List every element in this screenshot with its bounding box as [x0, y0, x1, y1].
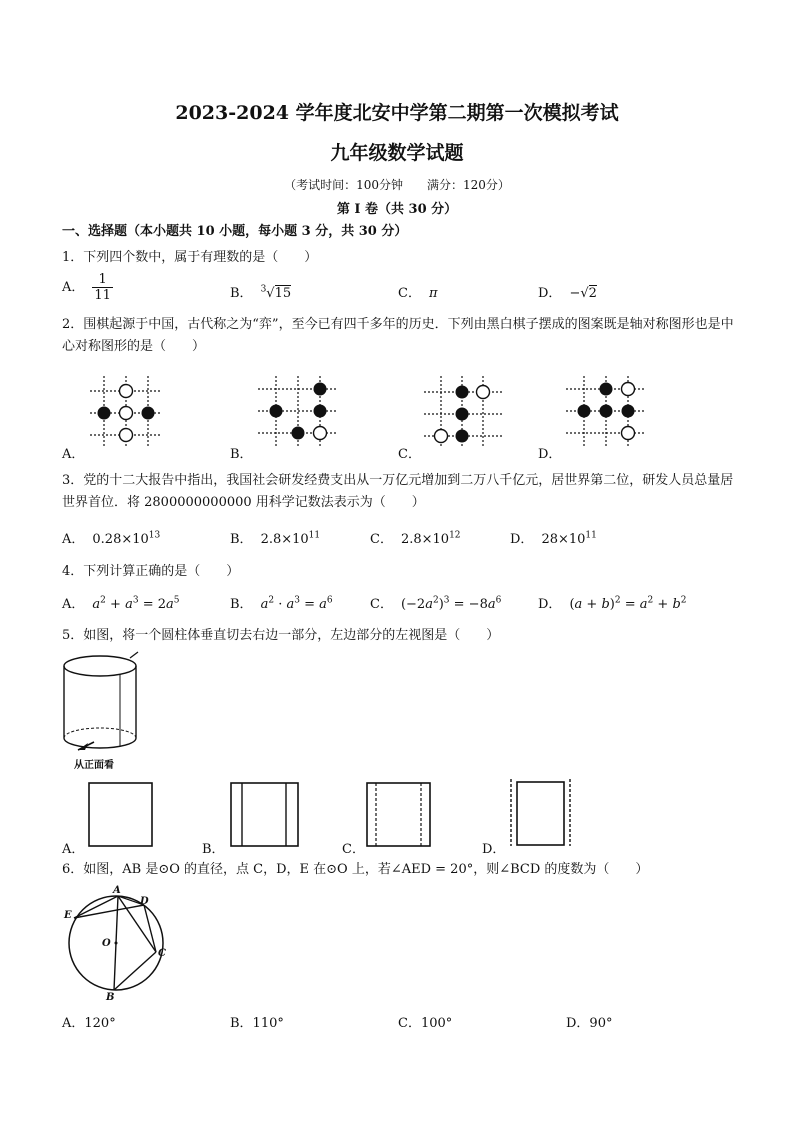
denominator: 11	[94, 288, 111, 303]
radical-sign: √	[266, 286, 275, 301]
point-c-label: C	[158, 948, 166, 959]
q1-option-d	[538, 282, 597, 301]
q6-option-c: C．100°	[398, 1016, 453, 1031]
option-label: C．	[370, 597, 393, 612]
q3-option-a	[62, 528, 160, 547]
exam-subtitle: 九年级数学试题	[330, 142, 464, 164]
question-3-text: 3．党的十二大报告中指出，我国社会研发经费支出从一万亿元增加到二万八千亿元，居世界第二位，研发人员总量居世界首位．将 2800000000000 用科学记数法表示为（ ）	[62, 473, 734, 510]
option-label: B．	[230, 286, 253, 301]
q2-label-b: B．	[230, 447, 253, 462]
q4-option-c: C． $(-2a^2)^3 = -8a^6$	[370, 593, 501, 612]
option-label: A．	[62, 280, 85, 295]
radicand: 2	[588, 286, 597, 301]
fraction	[92, 272, 113, 303]
go-board-d	[566, 376, 646, 446]
q6-option-a: A．120°	[62, 1016, 116, 1031]
exponent: 11	[585, 530, 597, 541]
view-option-a	[88, 782, 154, 848]
q3-option-b	[230, 528, 320, 547]
option-label: A．	[62, 597, 85, 612]
exponent: 13	[148, 530, 161, 541]
go-board-a	[90, 376, 160, 446]
numerator: 1	[92, 272, 113, 288]
q6-option-d: D．90°	[566, 1016, 613, 1031]
radical-sign: √	[580, 286, 589, 301]
option-label: D．	[510, 532, 534, 547]
point-d-label: D	[140, 896, 149, 907]
view-option-c	[366, 782, 432, 848]
q2-label-a: A．	[62, 447, 85, 462]
q5-label-d: D．	[482, 842, 506, 857]
exponent: 11	[308, 530, 321, 541]
option-value: 28×10	[541, 532, 586, 547]
radicand: 15	[274, 286, 292, 301]
q5-label-c: C．	[342, 842, 365, 857]
view-option-d	[508, 778, 574, 848]
question-5-text: 5．如图，将一个圆柱体垂直切去右边一部分，左边部分的左视图是（ ）	[62, 628, 500, 643]
question-1-text: 1．下列四个数中，属于有理数的是（ ）	[62, 250, 318, 265]
question-6-text: 6．如图，AB 是⊙O 的直径，点 C，D，E 在⊙O 上，若∠AED = 20°，则∠BCD 的度数为（ ）	[62, 862, 649, 877]
q3-option-d	[510, 528, 597, 547]
go-board-c	[424, 376, 504, 446]
option-label: D．	[538, 597, 562, 612]
question-2-text: 2．围棋起源于中国，古代称之为“弈”，至今已有四千多年的历史．下列由黑白棋子摆成的图案既是轴对称图形也是中心对称图形的是（ ）	[62, 317, 734, 354]
q4-option-d: D． $(a + b)^2 = a^2 + b^2$	[538, 593, 687, 612]
root-index: 3	[260, 284, 267, 295]
exponent: 12	[449, 530, 461, 541]
option-label: C．	[370, 532, 393, 547]
q1-option-c	[398, 282, 438, 301]
point-a-label: A	[113, 885, 121, 896]
q6-option-b: B．110°	[230, 1016, 284, 1031]
view-option-b	[230, 782, 300, 848]
exam-info: （考试时间：100分钟 满分：120分）	[284, 178, 510, 192]
option-label: A．	[62, 532, 85, 547]
circle-figure	[60, 885, 180, 1004]
option-label: D．	[538, 286, 562, 301]
point-o-label: O	[102, 938, 111, 949]
q1-option-a	[62, 272, 113, 303]
option-value: 2.8×10	[260, 532, 309, 547]
exam-title: 2023-2024 学年度北安中学第二期第一次模拟考试	[175, 102, 619, 124]
part-heading: 第 I 卷（共 30 分）	[336, 202, 458, 217]
option-label: B．	[230, 597, 253, 612]
q3-option-c	[370, 528, 461, 547]
point-b-label: B	[106, 992, 115, 1003]
cylinder-figure	[58, 652, 158, 752]
q5-label-b: B．	[202, 842, 225, 857]
pi-value: π	[428, 286, 438, 301]
q2-label-d: D．	[538, 447, 562, 462]
option-label: B．	[230, 532, 253, 547]
q5-label-a: A．	[62, 842, 85, 857]
view-direction-label: 从正面看	[74, 760, 114, 771]
q1-option-b	[230, 282, 291, 301]
question-4-text: 4．下列计算正确的是（ ）	[62, 564, 240, 579]
go-board-b	[258, 376, 338, 446]
option-value: 0.28×10	[92, 532, 149, 547]
minus-sign: −	[569, 286, 581, 301]
q2-label-c: C．	[398, 447, 421, 462]
point-e-label: E	[64, 910, 72, 921]
option-label: C．	[398, 286, 421, 301]
section-heading: 一、选择题（本小题共 10 小题，每小题 3 分，共 30 分）	[62, 224, 408, 239]
q4-option-a: A． $a^2 + a^3 = 2a^5$	[62, 593, 180, 612]
option-value: 2.8×10	[400, 532, 450, 547]
q4-option-b: B． $a^2 \cdot a^3 = a^6$	[230, 593, 333, 612]
